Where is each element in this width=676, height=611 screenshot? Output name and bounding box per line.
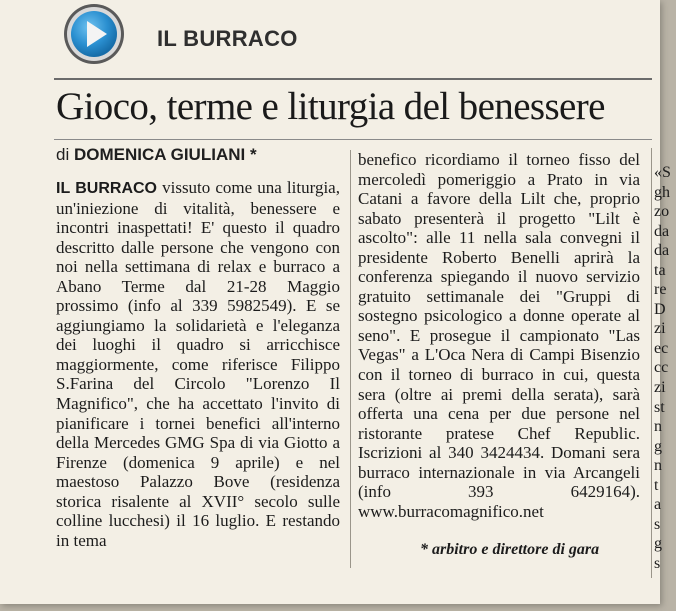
fragment-line: st bbox=[654, 398, 665, 416]
column-1-text: vissuto come una liturgia, un'iniezione di vitalità, benessere e incontri inaspettati! E' questo il quadro descritto dalle persone che vengono con noi nella settimana di relax e burraco a Abano Terme dal 21-28 Maggio prossimo (info al 339 5982549). E se aggiungiamo la solidarietà e l'eleganza dei luoghi il quadro si arricchisce maggiormente, come riferisce Filippo S.Farina del Circolo "Lorenzo Il Magnifico", che ha accettato l'invito di pianificare i tornei benefici all'interno della Mercedes GMG Spa di via Giotto a Firenze (domenica 9 aprile) e nel maestoso Palazzo Bove (residenza storica risalente al XVII° secolo sulle colline lucchesi) il 16 luglio. E restando in tema bbox=[56, 178, 340, 550]
fragment-line: zo bbox=[654, 203, 670, 221]
top-rule bbox=[54, 78, 652, 80]
fragment-line: ec bbox=[654, 339, 669, 357]
fragment-line: zi bbox=[654, 320, 666, 338]
byline bbox=[56, 145, 257, 165]
author-signature: * arbitro e direttore di gara bbox=[420, 541, 600, 558]
fragment-line: cc bbox=[654, 359, 669, 377]
fragment-line: re bbox=[654, 281, 667, 299]
fragment-line: a bbox=[654, 496, 662, 514]
byline-prefix: di bbox=[56, 145, 70, 164]
fragment-line: D bbox=[654, 300, 666, 318]
fragment-line: s bbox=[654, 515, 661, 533]
section-header bbox=[62, 2, 652, 66]
byline-mark: * bbox=[249, 145, 257, 164]
section-label: IL BURRACO bbox=[157, 26, 298, 51]
fragment-line: zi bbox=[654, 379, 666, 397]
fragment-line: n bbox=[654, 457, 662, 475]
fragment-line: da bbox=[654, 242, 670, 260]
headline: Gioco, terme e liturgia del benessere bbox=[56, 85, 605, 128]
article-column-1 bbox=[56, 178, 340, 550]
column-divider bbox=[350, 150, 351, 568]
adjacent-column-divider bbox=[651, 148, 652, 578]
headline-rule bbox=[54, 139, 652, 140]
fragment-line: t bbox=[654, 476, 659, 494]
fragment-line: gh bbox=[654, 183, 670, 201]
fragment-line: n bbox=[654, 418, 662, 436]
adjacent-column-fragments bbox=[654, 163, 674, 573]
fragment-line: g bbox=[654, 437, 662, 455]
fragment-line: ta bbox=[654, 261, 666, 279]
byline-author: DOMENICA GIULIANI bbox=[73, 145, 246, 164]
fragment-line: g bbox=[654, 535, 662, 553]
fragment-line: «S bbox=[654, 164, 671, 181]
article-column-2: benefico ricordiamo il torneo fisso del mercoledì pomeriggio a Prato in via Catani a favore della Lilt che, proprio sabato presenterà il progetto "Lilt è ascolto": alle 11 nella sala convegni il presidente Roberto Benelli aprirà la conferenza spiegando il nuovo servizio gratuito settimanale dei "Gruppi di sostegno psicologico a donne operate al seno". E prosegue il campionato "Las Vegas" a L'Oca Nera di Campi Bisenzio con il torneo di burraco in cui, questa sera (oltre ai premi della serata), sarà offerta una cena per due persone nel ristorante pratese Chef Republic. Iscrizioni al 340 3424434. Domani sera burraco internazionale in via Arcangeli (info 393 6429164). www.burracomagnifico.net bbox=[358, 150, 640, 521]
fragment-line: da bbox=[654, 222, 670, 240]
play-icon bbox=[62, 2, 126, 66]
lead-word: IL BURRACO bbox=[56, 180, 157, 197]
fragment-line: s bbox=[654, 554, 661, 572]
